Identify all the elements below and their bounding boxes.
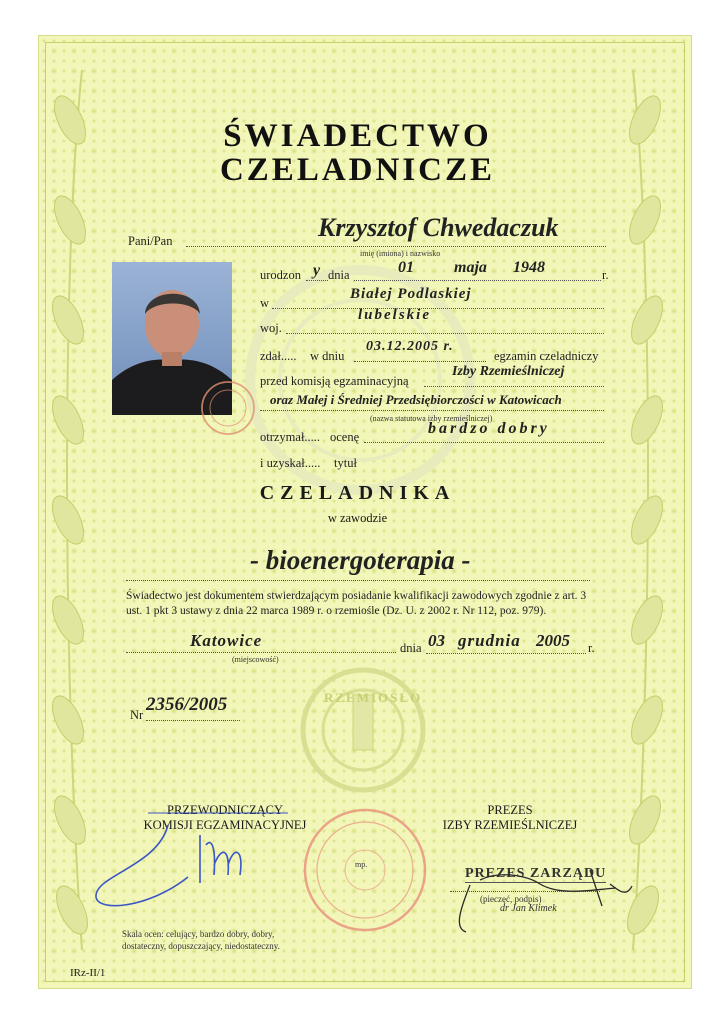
birth-year: 1948 (513, 259, 545, 276)
exam-date: 03.12.2005 r. (366, 339, 454, 354)
left-signatory-title-2: KOMISJI EGZAMINACYJNEJ (143, 818, 307, 832)
w-dniu-label: w dniu (310, 349, 345, 363)
name-dotted-line (186, 246, 606, 247)
certificate-title-line1: ŚWIADECTWO (223, 118, 492, 154)
w-zawodzie-label: w zawodzie (327, 511, 388, 525)
urodzon-dots (306, 280, 328, 281)
birth-day: 01 (398, 259, 414, 276)
right-handwritten-signature (440, 850, 640, 940)
left-handwritten-signature (88, 805, 288, 925)
stamp-name: dr Jan Klimek (500, 903, 557, 914)
issue-r-label: r. (588, 641, 595, 655)
tytul-label: tytuł (334, 456, 357, 470)
birth-month: maja (454, 259, 487, 276)
holder-name: Krzysztof Chwedaczuk (318, 213, 559, 242)
voivodeship-dots (286, 333, 604, 334)
number-dots (146, 720, 240, 721)
chamber-line2: oraz Małej i Średniej Przedsiębiorczości w Katowicach (270, 392, 562, 407)
title-czeladnika: CZELADNIKA (259, 482, 456, 504)
form-code: IRz-II/1 (70, 967, 106, 979)
chamber-caption: (nazwa statutowa izby rzemieślniczej) (370, 414, 493, 423)
birth-place: Białej Podlaskiej (350, 286, 472, 302)
issue-city: Katowice (190, 631, 263, 650)
grading-scale-line1: Skala ocen: celujący, bardzo dobry, dobry, (122, 929, 275, 939)
zdal-label: zdał..... (260, 349, 297, 363)
certificate-number: 2356/2005 (146, 694, 228, 715)
profession: - bioenergoterapia - (250, 545, 471, 575)
w-label: w (260, 296, 270, 310)
przed-label: przed komisją egzaminacyjną (260, 374, 409, 388)
certificate-title-line2: CZELADNICZE (219, 152, 496, 188)
nr-label: Nr (130, 708, 144, 722)
left-signatory-title-1: PRZEWODNICZĄCY (167, 803, 283, 817)
ocene-label: ocenę (330, 430, 360, 444)
issue-month: grudnia (458, 631, 521, 650)
egzamin-label: egzamin czeladniczy (494, 349, 599, 363)
right-signatory-title-1: PREZES (487, 803, 533, 817)
otrzymal-label: otrzymał..... (260, 430, 321, 444)
urodzon-label: urodzon (260, 268, 301, 282)
voivodeship: lubelskie (358, 307, 431, 323)
city-dots (126, 652, 396, 653)
mp-label: mp. (355, 860, 368, 869)
grade-dots (364, 442, 604, 443)
photo-stamp (198, 378, 258, 438)
chamber-line1: Izby Rzemieślniczej (452, 364, 565, 379)
chamber-dots-2 (260, 410, 604, 411)
exam-date-dots (354, 361, 486, 362)
woj-label: woj. (260, 321, 282, 335)
uzyskal-label: i uzyskał..... (260, 456, 321, 470)
grading-scale-line2: dostateczny, dopuszczający, niedostateczny. (122, 941, 280, 951)
dnia-label: dnia (328, 268, 350, 282)
name-caption: imię (imiona) i nazwisko (360, 249, 441, 258)
grade-value: bardzo dobry (428, 420, 550, 437)
issue-day: 03 (428, 631, 445, 650)
emblem-text: RZEMIOSŁO (324, 690, 423, 705)
city-caption: (miejscowość) (232, 655, 279, 664)
issue-year: 2005 (536, 631, 570, 650)
pani-pan-label: Pani/Pan (128, 234, 173, 248)
birth-place-dots (272, 308, 604, 309)
rzemioslo-emblem (298, 665, 428, 795)
profession-dots (126, 580, 590, 581)
prezes-zarzadu-stamp: PREZES ZARZĄDU (465, 866, 607, 881)
legal-text-line2: ust. 1 pkt 3 ustawy z dnia 22 marca 1989 r. o rzemiośle (Dz. U. z 2002 r. Nr 112, poz. 979). (126, 605, 547, 617)
pieczec-caption: (pieczęć, podpis) (480, 894, 542, 904)
legal-text-line1: Świadectwo jest dokumentem stwierdzającym posiadanie kwalifikacji zawodowych zgodnie z art. 3 (126, 590, 587, 602)
birth-date-dots (354, 280, 601, 281)
official-red-stamp (300, 805, 430, 935)
urodzon-suffix: y (313, 262, 321, 279)
right-signatory-title-2: IZBY RZEMIEŚLNICZEJ (442, 818, 578, 832)
birth-r-label: r. (602, 268, 609, 282)
issue-dnia-label: dnia (400, 641, 422, 655)
chamber-dots-1 (424, 386, 604, 387)
issue-date-dots (426, 653, 586, 654)
